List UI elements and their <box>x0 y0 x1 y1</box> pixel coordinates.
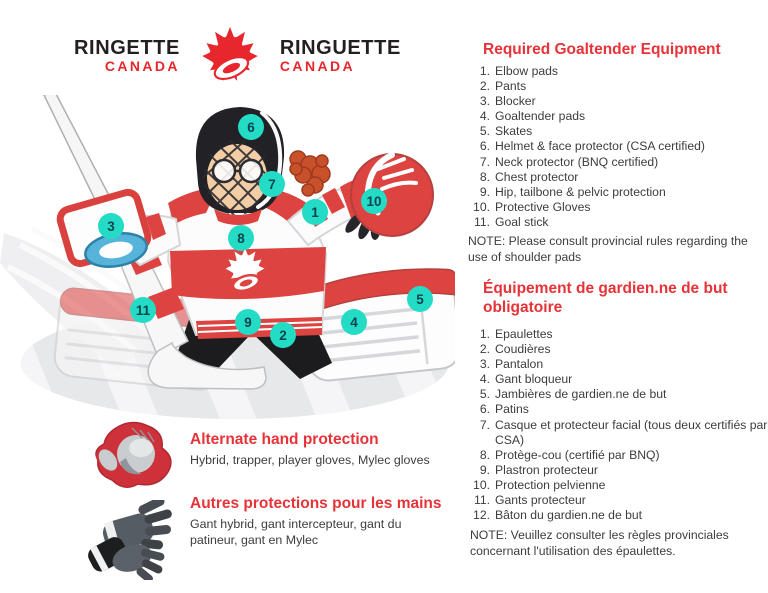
alternate-hand-body: Hybrid, trapper, player gloves, Mylec gloves <box>190 453 430 467</box>
logo-text-english <box>74 38 180 74</box>
list-item: 8. Chest protector <box>479 169 579 184</box>
list-item: 4. Goaltender pads <box>479 109 586 124</box>
list-item: 1. Epaulettes <box>479 327 553 341</box>
logo-word-ringette: RINGETTE <box>74 37 180 59</box>
equipment-marker-11: 11 <box>130 297 156 323</box>
autres-protections-body: Gant hybrid, gant intercepteur, gant du patineur, gant en Mylec <box>190 517 402 547</box>
list-item: 6. Helmet & face protector (CSA certified) <box>479 139 705 154</box>
list-item: 6. Patins <box>479 402 529 417</box>
logo-word-ringuette: RINGUETTE <box>279 37 401 59</box>
list-item: 3. Pantalon <box>479 357 544 372</box>
list-item: 9. Hip, tailbone & pelvic protection <box>479 184 666 199</box>
equipment-marker-4: 4 <box>341 309 367 335</box>
list-item: 10. Protection pelvienne <box>473 477 606 492</box>
goalie-illustration <box>0 95 455 435</box>
list-item: 3. Blocker <box>479 94 536 109</box>
equipment-marker-2: 2 <box>270 322 296 348</box>
list-item: 1. Elbow pads <box>479 64 559 78</box>
list-item: 11. Goal stick <box>473 214 549 229</box>
logo-word-canada-en: CANADA <box>104 58 180 74</box>
equipment-marker-8: 8 <box>228 225 254 251</box>
equipment-marker-9: 9 <box>235 309 261 335</box>
autres-protections-title: Autres protections pour les mains <box>190 495 442 512</box>
alternate-hand-title: Alternate hand protection <box>190 431 379 448</box>
list-item: 12. Bâton du gardien.ne de but <box>473 508 643 523</box>
french-section-title: Équipement de gardien.ne de but obligatoire <box>483 280 728 316</box>
equipment-marker-3: 3 <box>98 213 124 239</box>
list-item: 2. Coudières <box>479 342 551 357</box>
ringette-canada-logo <box>74 24 401 88</box>
english-section-title: Required Goaltender Equipment <box>483 41 721 58</box>
list-item: 5. Jambières de gardien.ne de but <box>479 387 667 402</box>
equipment-marker-6: 6 <box>238 114 264 140</box>
list-item: 5. Skates <box>479 124 533 139</box>
logo-text-french <box>280 38 401 74</box>
list-item: 10. Protective Gloves <box>473 199 591 214</box>
equipment-marker-10: 10 <box>361 188 387 214</box>
equipment-marker-1: 1 <box>302 199 328 225</box>
list-item: 4. Gant bloqueur <box>479 372 573 387</box>
list-item: 7. Neck protector (BNQ certified) <box>479 154 659 169</box>
trapper-glove-image <box>86 418 186 496</box>
curly-hair <box>290 151 330 196</box>
glasses-left-lens <box>213 160 235 182</box>
english-equipment-list <box>468 64 768 230</box>
list-item: 8. Protège-cou (certifié par BNQ) <box>479 447 660 462</box>
glasses-right-lens <box>240 160 262 182</box>
maple-leaf-ring-icon <box>188 24 272 88</box>
logo-word-canada-fr: CANADA <box>279 58 355 74</box>
list-item: 2. Pants <box>479 79 527 94</box>
list-item: 11. Gants protecteur <box>473 493 586 508</box>
english-note: NOTE: Please consult provincial rules regarding the use of shoulder pads <box>468 234 748 264</box>
french-note: NOTE: Veuillez consulter les règles provinciales concernant l'utilisation des épaulettes. <box>470 528 729 558</box>
list-item: 7. Casque et protecteur facial (tous deux certifiés par CSA) <box>479 417 768 447</box>
equipment-marker-5: 5 <box>407 286 433 312</box>
french-equipment-list <box>468 327 768 523</box>
player-gloves-image <box>80 500 185 580</box>
list-item: 9. Plastron protecteur <box>479 462 598 477</box>
equipment-marker-7: 7 <box>259 171 285 197</box>
